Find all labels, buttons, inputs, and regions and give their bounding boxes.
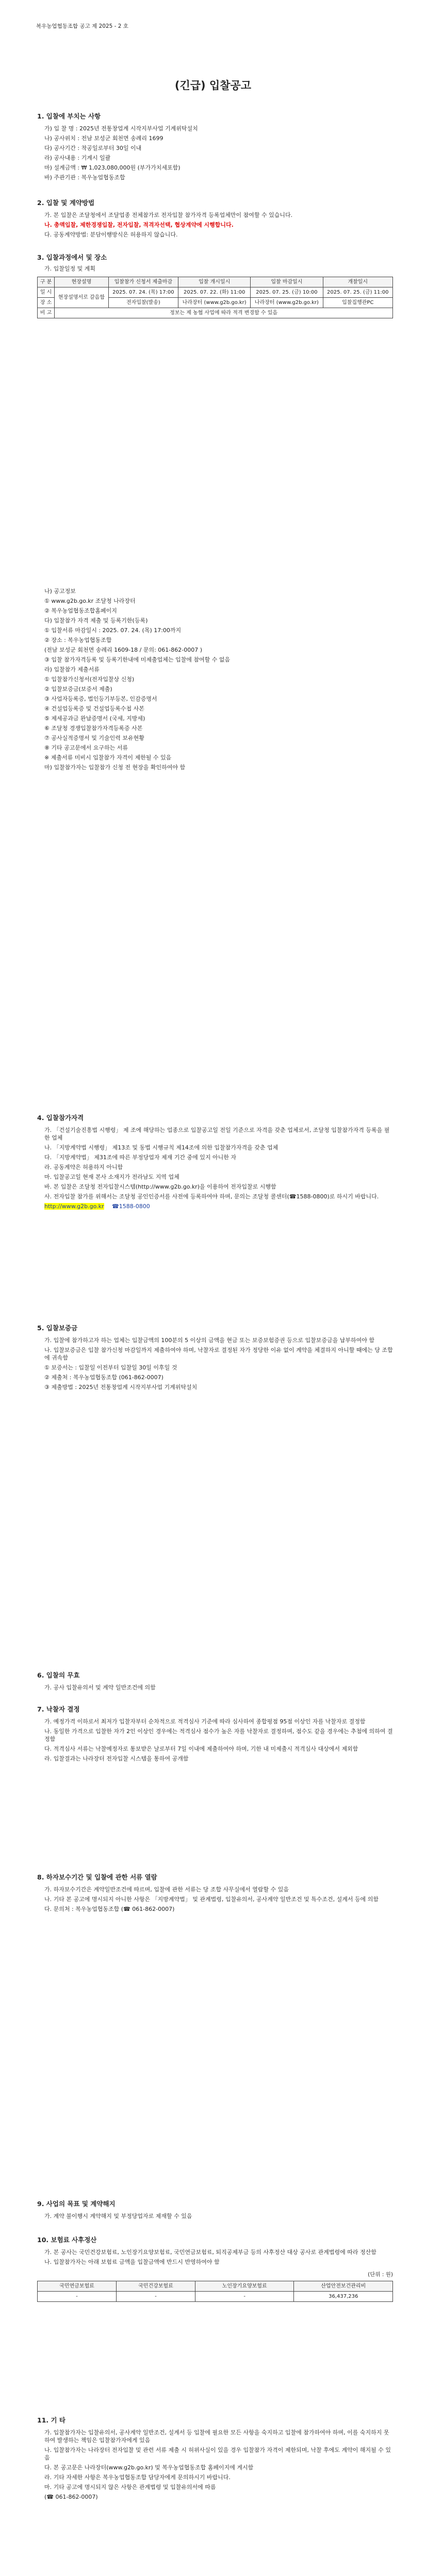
s4-item: 사. 전자입찰 참가를 위해서는 조달청 공인인증서를 사전에 등록하여야 하며, 문의는 조달청 콜센터(☎1588-0800)로 하시기 바랍니다. — [44, 1193, 379, 1200]
s2-item: 다. 공동계약방법: 분담이행방식은 허용하지 않습니다. — [44, 231, 178, 238]
table-row — [38, 308, 393, 318]
section-9-heading: 9. 사업의 목표 및 계약해지 — [37, 2200, 116, 2208]
section-6 — [37, 1671, 393, 1693]
s1-item: 나) 공사위치 : 전남 보성군 회천면 송례리 1699 — [44, 135, 163, 142]
section-8 — [37, 1873, 393, 1915]
s1-item: 다) 공사기간 : 착공일로부터 30일 이내 — [44, 145, 142, 151]
s2-item: 가. 본 입찰은 조달청에서 조달업종 전체참가로 전자입찰 참가자격 등록업체만이 참여할 수 있습니다. — [44, 212, 293, 218]
s3b-item: (전남 보성군 회천면 송례리 1609-18 / 문의: 061-862-0007 ) — [44, 647, 202, 653]
s3b-item: 나) 공고정보 — [44, 588, 76, 595]
s11-item: 마. 기타 공고에 명시되지 않은 사항은 관계법령 및 입찰유의서에 따름 — [44, 2484, 216, 2490]
s4-item: 라. 공동계약은 허용하지 아니함 — [44, 1164, 123, 1171]
s8-item: 나. 기타 본 공고에 명시되지 아니한 사항은 「지방계약법」 및 관계법령, 입찰유의서, 공사계약 일반조건 및 특수조건, 설계서 등에 의함 — [44, 1896, 379, 1903]
s5-item: 가. 입찰에 참가하고자 하는 업체는 입찰금액의 100분의 5 이상의 금액을 현금 또는 보증보험증권 등으로 입찰보증금을 납부하여야 함 — [44, 1337, 374, 1344]
s3b-item: ① 입찰참가신청서(전자입찰상 신청) — [44, 676, 135, 683]
s1-item: 바) 주관기관 : 복우농업협동조합 — [44, 174, 125, 181]
s7-item: 나. 동일한 가격으로 입찰한 자가 2인 이상인 경우에는 적격심사 점수가 높은 자를 낙찰자로 결정하며, 점수도 같을 경우에는 추첨에 의하여 결정함 — [44, 1728, 393, 1742]
s3b-item: ⑦ 공사실적증명서 및 기술인력 보유현황 — [44, 735, 144, 741]
contact-phone: (☎ 061-862-0007) — [44, 2494, 98, 2500]
table-cell: 전자입찰(발송) — [108, 298, 178, 308]
table-cell: 장 소 — [38, 298, 55, 308]
section-1 — [37, 112, 393, 183]
table-cell: 2025. 07. 25. (금) 11:00 — [323, 287, 392, 298]
s7-item: 가. 예정가격 이하로서 최저가 입찰자부터 순차적으로 적격심사 기준에 따라 심사하여 종합평점 95점 이상인 자를 낙찰자로 결정함 — [44, 1718, 366, 1725]
s7-item: 다. 적격심사 서류는 낙찰예정자로 통보받은 날로부터 7일 이내에 제출하여야 하며, 기한 내 미제출시 적격심사 대상에서 제외함 — [44, 1745, 358, 1752]
section-5 — [37, 1324, 393, 1393]
section-8-heading: 8. 하자보수기간 및 입찰에 관한 서류 열람 — [37, 1873, 157, 1881]
table-cell: 나라장터 (www.g2b.go.kr) — [251, 298, 323, 308]
s2-item-emphasis: 나. 총액입찰, 제한경쟁입찰, 전자입찰, 적격자선택, 협상계약에 시행합니다. — [44, 222, 234, 228]
table-header: 현장설명 — [55, 277, 108, 287]
s3b-item: ※ 제출서류 미비시 입찰참가 자격이 제한될 수 있음 — [44, 754, 172, 761]
s1-item: 마) 설계금액 : ₩ 1,023,080,000원 (부가가치세포함) — [44, 164, 181, 171]
s4-item: 다. 「지방계약법」 제31조에 따른 부정당업자 제재 기간 중에 있지 아니한 자 — [44, 1154, 236, 1161]
s8-item: 가. 하자보수기간은 계약일반조건에 따르며, 입찰에 관한 서류는 당 조합 사무실에서 열람할 수 있음 — [44, 1886, 289, 1893]
s4-item: 가. 「건설기술진흥법 시행령」 제 조에 해당하는 업종으로 입찰공고일 전일 기준으로 자격을 갖춘 업체로서, 조달청 입찰참가자격 등록을 필한 업체 — [44, 1127, 390, 1141]
section-5-heading: 5. 입찰보증금 — [37, 1324, 78, 1332]
table-cell: 비 고 — [38, 308, 55, 318]
table-row — [38, 287, 393, 298]
table-unit: (단위 : 원) — [368, 2272, 393, 2278]
s5-item: 나. 입찰보증금은 입찰 참가신청 마감일까지 제출하여야 하며, 낙찰자로 결정된 자가 정당한 이유 없이 계약을 체결하지 아니할 때에는 당 조합에 귀속함 — [44, 1347, 393, 1361]
section-3-heading: 3. 입찰과정에서 및 장소 — [37, 253, 107, 261]
s3b-item: 라) 입찰참가 제출서류 — [44, 666, 100, 673]
section-10 — [37, 2236, 393, 2302]
s3b-item: 다) 입찰참가 자격 제출 및 등록기한(등록) — [44, 617, 148, 624]
table-header: 구 분 — [38, 277, 55, 287]
section-3 — [37, 253, 393, 318]
table-header: 입찰 개시일시 — [178, 277, 251, 287]
s4-item: 바. 본 입찰은 조달청 전자입찰시스템(http://www.g2b.go.kr)을 이용하여 전자입찰로 시행함 — [44, 1183, 276, 1190]
table-header: 입찰 마감일시 — [251, 277, 323, 287]
section-11 — [37, 2416, 393, 2503]
s11-item: 다. 본 공고문은 나라장터(www.g2b.go.kr) 및 복우농업협동조합 홈페이지에 게시함 — [44, 2464, 254, 2471]
s4-item: 나. 「지방계약법 시행령」 제13조 및 동법 시행규칙 제14조에 의한 입찰참가자격을 갖춘 업체 — [44, 1144, 278, 1151]
section-4-heading: 4. 입찰참가자격 — [37, 1114, 84, 1122]
s3b-item: ③ 입찰 참가자격등록 및 등록기한내에 미제출업체는 입찰에 참여할 수 없음 — [44, 656, 231, 663]
s11-item: 나. 입찰참가자는 나라장터 전자입찰 및 관련 서류 제출 시 허위사실이 있을 경우 입찰참가 자격이 제한되며, 낙찰 후에도 계약이 해지될 수 있음 — [44, 2447, 391, 2461]
s1-item: 라) 공사내용 : 기계시 일괄 — [44, 155, 111, 161]
s3b-item: 마) 입찰참가자는 입찰참가 신청 전 현장을 확인하여야 함 — [44, 764, 186, 771]
s9-item: 가. 계약 불이행시 계약해지 및 부정당업자로 제재할 수 있음 — [44, 2213, 192, 2219]
table-cell: 입찰집행관PC — [323, 298, 392, 308]
table-cell: - — [116, 2292, 195, 2302]
table-header: 개찰일시 — [323, 277, 392, 287]
helpdesk-phone: ☎1588-0800 — [112, 1203, 150, 1210]
table-row — [38, 2292, 393, 2302]
page-title: (긴급) 입찰공고 — [174, 79, 252, 92]
section-7 — [37, 1705, 393, 1765]
section-3-details — [44, 587, 393, 773]
table-header: 산업안전보건관리비 — [294, 2281, 393, 2292]
table-cell: 일 시 — [38, 287, 55, 298]
table-cell: 2025. 07. 22. (화) 11:00 — [178, 287, 251, 298]
insurance-table — [37, 2281, 393, 2302]
s3b-item: ① 입찰서류 마감일시 : 2025. 07. 24. (목) 17:00까지 — [44, 627, 182, 634]
s5-item: ② 제출처 : 복우농업협동조합 (061-862-0007) — [44, 1374, 163, 1381]
s11-item: 가. 입찰참가자는 입찰유의서, 공사계약 일반조건, 설계서 등 입찰에 필요한 모든 사항을 숙지하고 입찰에 참가하여야 하며, 이를 숙지하지 못하여 발생하는 책임은 입찰참가자에게 있음 — [44, 2429, 389, 2444]
section-2-heading: 2. 입찰 및 계약방법 — [37, 199, 95, 207]
s3b-item: ② 복우농업협동조합홈페이지 — [44, 607, 117, 614]
schedule-table — [37, 277, 393, 318]
section-2 — [37, 199, 393, 241]
section-9 — [37, 2200, 393, 2222]
s5-item: ③ 제출방법 : 2025년 전통창업계 시작지부사업 기계위탁설치 — [44, 1384, 198, 1391]
table-cell: 나라장터 (www.g2b.go.kr) — [178, 298, 251, 308]
s3b-item: ② 장소 : 복우농업협동조합 — [44, 637, 112, 643]
section-3-sub: 가. 입찰일정 및 계획 — [44, 265, 95, 272]
s3b-item: ③ 사업자등록증, 법인등기부등본, 인감증명서 — [44, 696, 157, 702]
g2b-link[interactable]: http://www.g2b.go.kr — [44, 1203, 104, 1210]
s3b-item: ⑥ 조달청 경쟁입찰참가자격등록증 사본 — [44, 725, 143, 732]
table-cell: - — [195, 2292, 294, 2302]
section-1-heading: 1. 입찰에 부치는 사항 — [37, 112, 101, 120]
section-11-heading: 11. 기 타 — [37, 2416, 65, 2424]
table-header: 노인장기요양보험료 — [195, 2281, 294, 2292]
s3b-item: ⑧ 기타 공고문에서 요구하는 서류 — [44, 744, 128, 751]
s11-item: 라. 기타 자세한 사항은 복우농업협동조합 담당자에게 문의하시기 바랍니다. — [44, 2474, 231, 2481]
s3b-item: ② 입찰보증금(보증서 제출) — [44, 686, 112, 692]
table-header: 국민연금보험료 — [38, 2281, 117, 2292]
s3b-item: ④ 건설업등록증 및 건설업등록수첩 사본 — [44, 705, 144, 712]
table-cell: 36,437,236 — [294, 2292, 393, 2302]
s1-item: 가) 입 찰 명 : 2025년 전통창업계 시작지부사업 기계위탁설치 — [44, 125, 198, 132]
table-cell: 현장설명서로 갈음함 — [55, 287, 108, 308]
s6-item: 가. 공사 입찰유의서 및 계약 일반조건에 의함 — [44, 1684, 156, 1691]
s3b-item: ⑤ 제세공과금 완납증명서 (국세, 지방세) — [44, 715, 145, 722]
notice-number: 복우농업협동조합 공고 제 2025 - 2 호 — [36, 23, 128, 29]
section-10-heading: 10. 보험료 사후정산 — [37, 2236, 97, 2244]
s5-item: ① 보증서는 : 입찰일 이전부터 입찰일 30일 이후일 것 — [44, 1364, 177, 1371]
table-header: 입찰참가 신청서 제출마감 — [108, 277, 178, 287]
s10-item: 나. 입찰참가자는 아래 보험료 금액을 입찰금액에 반드시 반영하여야 함 — [44, 2259, 220, 2265]
table-cell: 2025. 07. 24. (목) 17:00 — [108, 287, 178, 298]
table-note: 정보는 제 농협 사업에 따라 적격 변경할 수 있음 — [55, 308, 393, 318]
s7-item: 라. 입찰결과는 나라장터 전자입찰 시스템을 통하여 공개함 — [44, 1755, 189, 1762]
s3b-item: ① www.g2b.go.kr 조달청 나라장터 — [44, 598, 136, 604]
s10-item: 가. 본 공사는 국민건강보험료, 노인장기요양보험료, 국민연금보험료, 퇴직공제부금 등의 사후정산 대상 공사로 관계법령에 따라 정산함 — [44, 2249, 376, 2256]
table-cell: 2025. 07. 25. (금) 10:00 — [251, 287, 323, 298]
table-cell: - — [38, 2292, 117, 2302]
section-7-heading: 7. 낙찰자 결정 — [37, 1705, 80, 1713]
section-6-heading: 6. 입찰의 무효 — [37, 1671, 80, 1679]
s4-item: 마. 입찰공고일 현재 본사 소재지가 전라남도 지역 업체 — [44, 1174, 179, 1180]
table-header: 국민건강보험료 — [116, 2281, 195, 2292]
s8-item: 다. 문의처 : 복우농업협동조합 (☎ 061-862-0007) — [44, 1906, 175, 1912]
section-4 — [37, 1114, 393, 1212]
